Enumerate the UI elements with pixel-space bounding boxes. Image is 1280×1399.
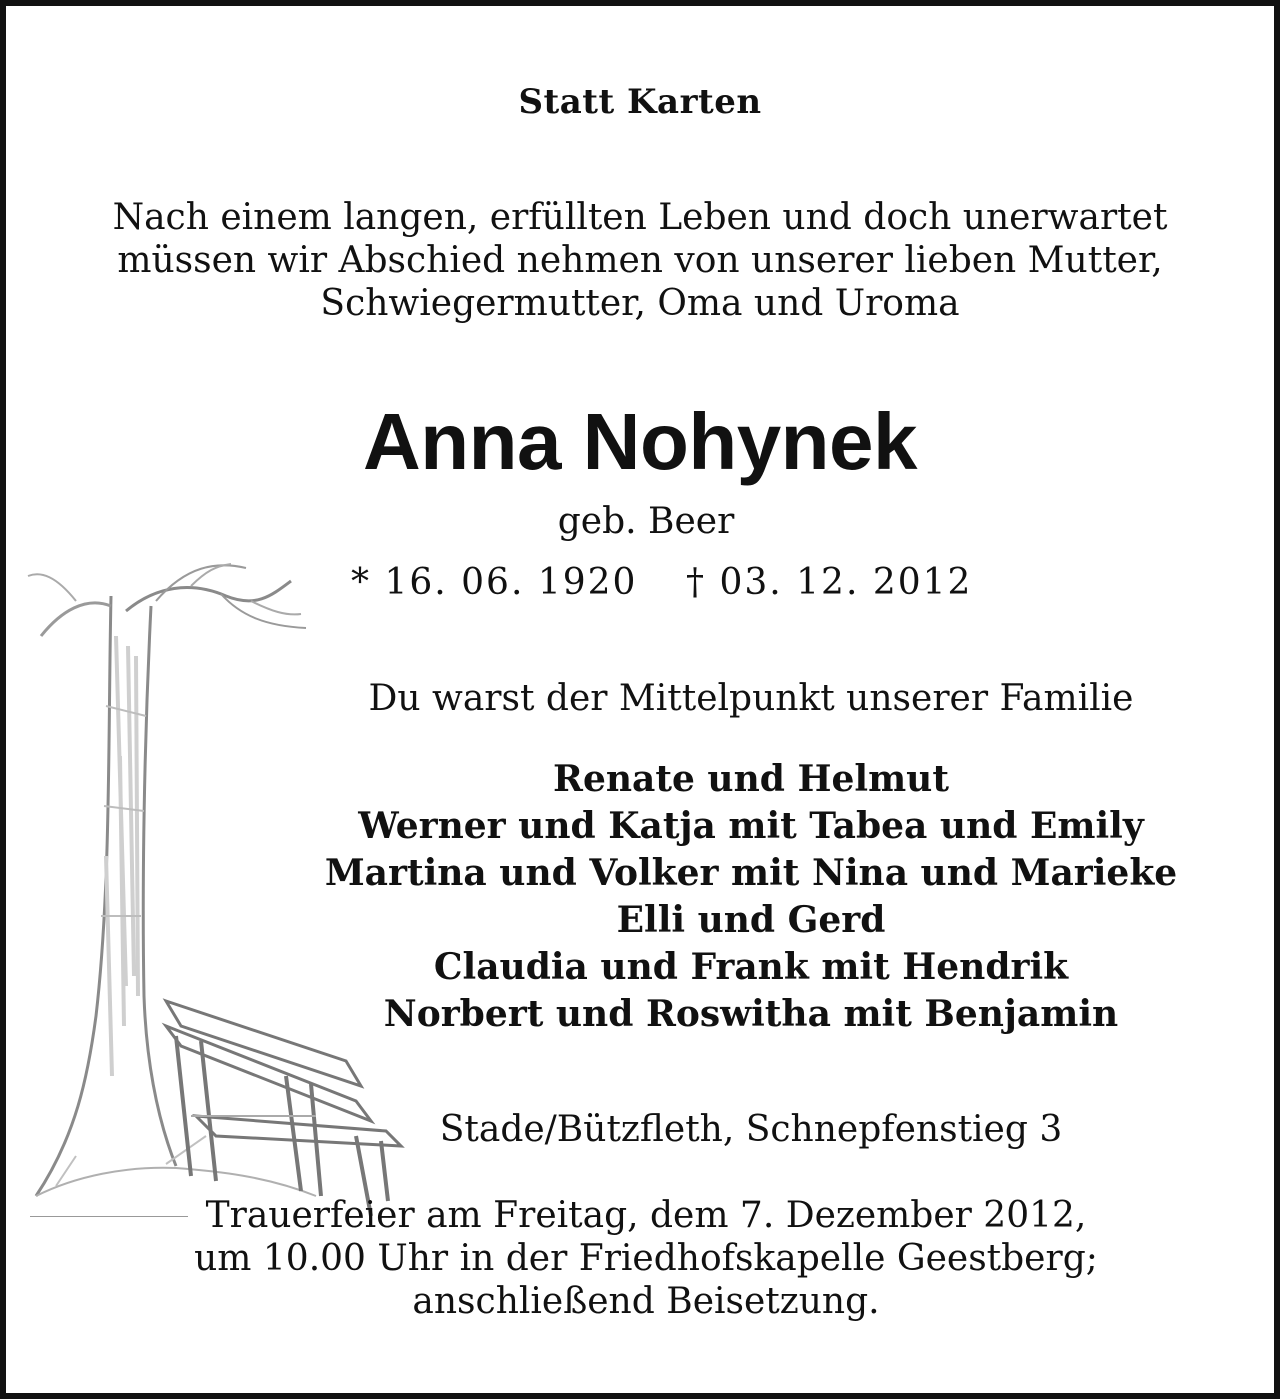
address-text: Stade/Bützfleth, Schnepfenstieg 3: [439, 1109, 1063, 1150]
family-member-line: Elli und Gerd: [616, 899, 886, 941]
intro-line: Nach einem langen, erfüllten Leben und doch unerwartet: [112, 197, 1168, 238]
service-line: Trauerfeier am Freitag, dem 7. Dezember 2012,: [205, 1195, 1087, 1236]
intro-text: [6, 196, 1274, 325]
funeral-service-info: [6, 1194, 1280, 1323]
intro-line: müssen wir Abschied nehmen von unserer lieben Mutter,: [117, 240, 1163, 281]
family-member-line: Werner und Katja mit Tabea und Emily: [358, 805, 1144, 847]
service-line: um 10.00 Uhr in der Friedhofskapelle Geestberg;: [194, 1238, 1098, 1279]
family-member-line: Martina und Volker mit Nina und Marieke: [324, 852, 1178, 894]
family-member-line: Claudia und Frank mit Hendrik: [433, 946, 1069, 988]
intro-line: Schwiegermutter, Oma und Uroma: [320, 283, 960, 324]
family-member-line: Renate und Helmut: [553, 758, 949, 800]
death-date: † 03. 12. 2012: [686, 562, 973, 603]
family-list: [296, 756, 1206, 1038]
life-dates: [6, 562, 1280, 612]
header-statt-karten: Statt Karten: [518, 82, 762, 122]
motto-text: Du warst der Mittelpunkt unserer Familie: [368, 678, 1134, 719]
maiden-name: geb. Beer: [557, 501, 735, 542]
birth-date: * 16. 06. 1920: [351, 562, 638, 603]
family-member-line: Norbert und Roswitha mit Benjamin: [383, 993, 1119, 1035]
service-line: anschließend Beisetzung.: [412, 1281, 880, 1322]
deceased-name: Anna Nohynek: [362, 397, 918, 486]
